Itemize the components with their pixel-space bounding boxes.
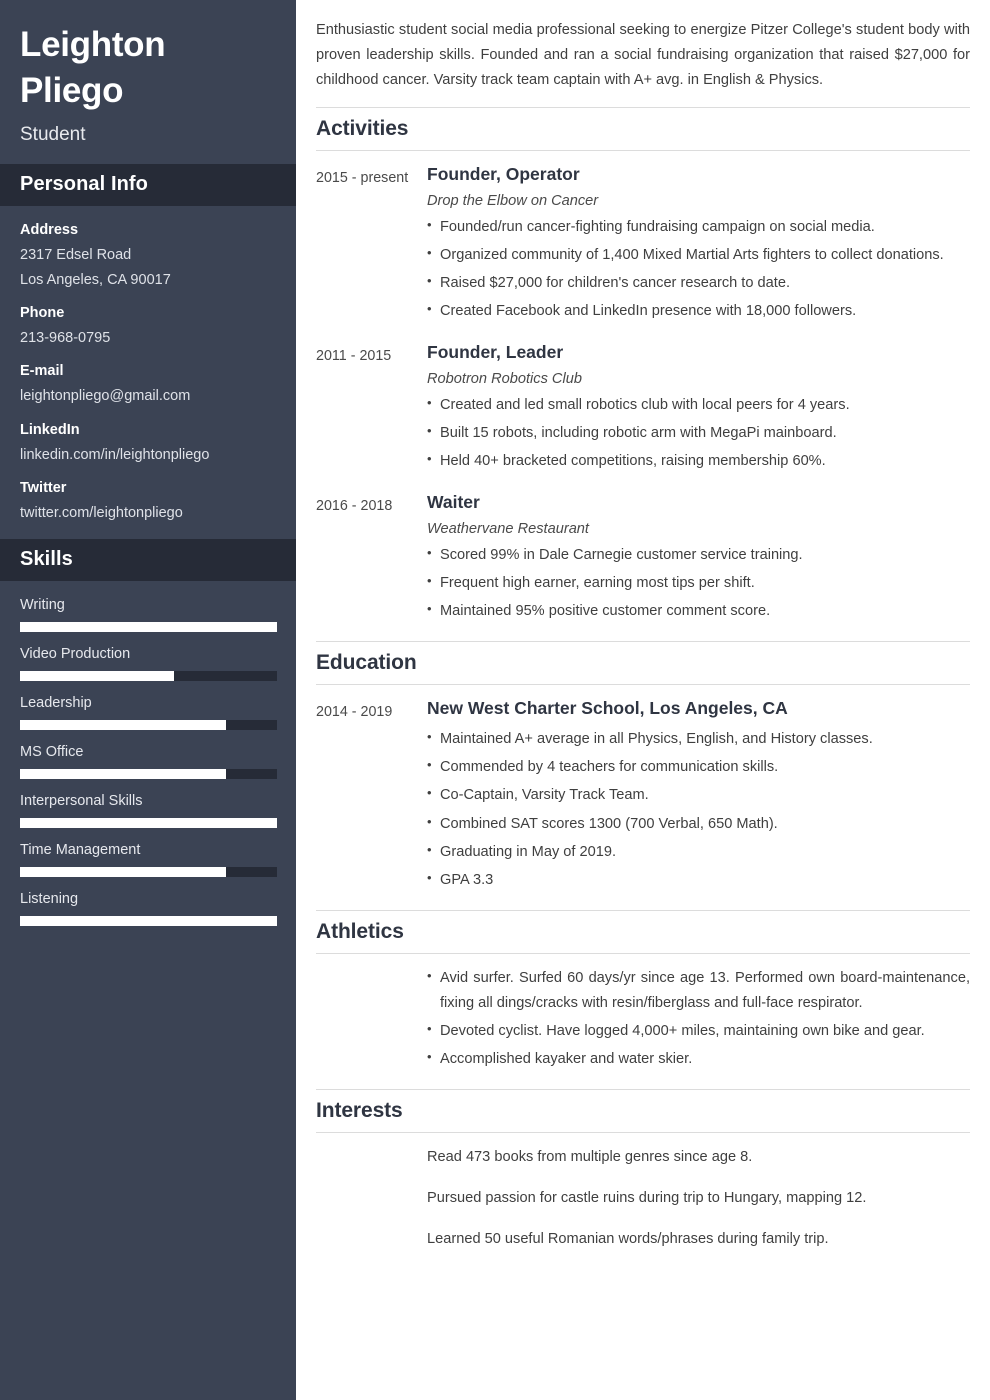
bullet-item: • Frequent high earner, earning most tips per shift.	[427, 571, 970, 596]
bullet-item: • Graduating in May of 2019.	[427, 840, 970, 865]
skill-level-bar	[20, 720, 277, 730]
bullet-item: • Maintained 95% positive customer comment score.	[427, 599, 970, 624]
section-header	[316, 107, 970, 151]
bullet-item: • Built 15 robots, including robotic arm with MegaPi mainboard.	[427, 421, 970, 446]
personal-info-heading: Personal Info	[20, 173, 148, 196]
skill-label: Interpersonal Skills	[20, 792, 143, 809]
section-title: Interests	[316, 1099, 403, 1123]
entry-body	[427, 163, 970, 327]
resume-section	[316, 910, 970, 1075]
personal-info-label: E-mail	[20, 363, 64, 380]
skill-label: MS Office	[20, 743, 84, 760]
resume-section	[316, 107, 970, 627]
resume-entry	[316, 1145, 970, 1252]
personal-info-label: Phone	[20, 305, 65, 322]
personal-info-label: Address	[20, 222, 79, 239]
entry-date-range: 2016 - 2018	[316, 498, 393, 515]
sidebar-header	[0, 0, 296, 164]
skill-level-bar	[20, 622, 277, 632]
personal-info-label: Twitter	[20, 480, 67, 497]
personal-info-item	[20, 422, 276, 467]
resume-section	[316, 641, 970, 895]
skill-item	[20, 646, 276, 681]
personal-info-item	[20, 480, 276, 525]
entry-organization: Robotron Robotics Club	[427, 371, 582, 388]
entry-date-range	[316, 966, 427, 969]
bullet-item: • Devoted cyclist. Have logged 4,000+ miles, maintaining own bike and gear.	[427, 1019, 970, 1044]
resume-entry	[316, 491, 970, 627]
skill-level-bar	[20, 867, 277, 877]
entry-date-range: 2011 - 2015	[316, 348, 392, 365]
bullet-item: • Organized community of 1,400 Mixed Martial Arts fighters to collect donations.	[427, 243, 970, 268]
resume-section	[316, 1089, 970, 1252]
section-header	[316, 910, 970, 954]
skill-item	[20, 891, 276, 926]
bullet-item: • Accomplished kayaker and water skier.	[427, 1047, 970, 1072]
interest-item: Pursued passion for castle ruins during trip to Hungary, mapping 12.	[427, 1190, 867, 1207]
skill-label: Writing	[20, 596, 65, 613]
personal-info-item	[20, 305, 276, 350]
skill-level-fill	[20, 622, 277, 632]
personal-info-section-header	[0, 164, 296, 206]
skill-item	[20, 597, 276, 632]
bullet-item: • Created Facebook and LinkedIn presence with 18,000 followers.	[427, 299, 970, 324]
entry-role-title: Founder, Leader	[427, 342, 564, 363]
entry-body	[427, 1145, 970, 1252]
personal-info-value[interactable]: 2317 Edsel Road Los Angeles, CA 90017	[20, 247, 171, 288]
candidate-job-title: Student	[20, 124, 86, 146]
skill-level-bar	[20, 671, 277, 681]
skill-item	[20, 744, 276, 779]
section-title: Activities	[316, 117, 409, 141]
entry-date-range: 2014 - 2019	[316, 704, 393, 721]
bullet-item: • Founded/run cancer-fighting fundraising campaign on social media.	[427, 215, 970, 240]
bullet-item: • Maintained A+ average in all Physics, English, and History classes.	[427, 727, 970, 752]
personal-info-value[interactable]: leightonpliego@gmail.com	[20, 388, 191, 405]
entry-bullet-list	[427, 215, 970, 324]
resume-entry	[316, 966, 970, 1075]
personal-info-list	[0, 206, 296, 525]
skill-level-fill	[20, 916, 277, 926]
skill-label: Time Management	[20, 841, 141, 858]
skill-label: Listening	[20, 890, 79, 907]
personal-info-value[interactable]: 213-968-0795	[20, 330, 111, 347]
skill-level-fill	[20, 769, 226, 779]
skill-level-fill	[20, 867, 226, 877]
skill-level-fill	[20, 720, 226, 730]
skill-level-bar	[20, 769, 277, 779]
entry-body	[427, 341, 970, 477]
personal-info-value[interactable]: linkedin.com/in/leightonpliego	[20, 446, 210, 463]
personal-info-value[interactable]: twitter.com/leightonpliego	[20, 505, 183, 522]
sections-container	[316, 107, 970, 1252]
bullet-item: • Commended by 4 teachers for communication skills.	[427, 755, 970, 780]
personal-info-label: LinkedIn	[20, 421, 80, 438]
entry-body	[427, 491, 970, 627]
skills-section-header	[0, 539, 296, 581]
skill-item	[20, 695, 276, 730]
section-header	[316, 1089, 970, 1133]
entry-body	[427, 966, 970, 1075]
skill-level-fill	[20, 671, 174, 681]
bullet-item: • Avid surfer. Surfed 60 days/yr since age 13. Performed own board-maintenance, fixing all dings/cracks with resin/fiberglass and full-face respirator.	[427, 966, 970, 1016]
entry-role-title: Founder, Operator	[427, 164, 580, 185]
entry-organization: Weathervane Restaurant	[427, 521, 589, 538]
entry-role-title: New West Charter School, Los Angeles, CA	[427, 698, 788, 719]
personal-info-item	[20, 363, 276, 408]
skill-label: Leadership	[20, 694, 92, 711]
main-column	[296, 0, 990, 1400]
entry-date-range: 2015 - present	[316, 170, 409, 187]
resume-entry	[316, 163, 970, 327]
skills-list	[0, 581, 296, 926]
resume-entry	[316, 697, 970, 895]
bullet-item: • Scored 99% in Dale Carnegie customer service training.	[427, 543, 970, 568]
entry-bullet-list	[427, 966, 970, 1072]
entry-role-title: Waiter	[427, 492, 480, 513]
personal-info-item	[20, 222, 276, 292]
skill-level-fill	[20, 818, 277, 828]
bullet-item: • Co-Captain, Varsity Track Team.	[427, 783, 970, 808]
entry-organization: Drop the Elbow on Cancer	[427, 193, 599, 210]
bullet-item: • GPA 3.3	[427, 868, 970, 893]
bullet-item: • Created and led small robotics club with local peers for 4 years.	[427, 393, 970, 418]
skill-level-bar	[20, 916, 277, 926]
interest-item: Read 473 books from multiple genres since age 8.	[427, 1149, 753, 1166]
interests-list	[427, 1145, 970, 1252]
skill-item	[20, 793, 276, 828]
section-title: Athletics	[316, 919, 404, 943]
skill-level-bar	[20, 818, 277, 828]
entry-bullet-list	[427, 393, 970, 474]
section-title: Education	[316, 651, 417, 675]
bullet-item: • Held 40+ bracketed competitions, raising membership 60%.	[427, 449, 970, 474]
candidate-name: Leighton Pliego	[20, 25, 166, 111]
sidebar	[0, 0, 296, 1400]
entry-body	[427, 697, 970, 895]
entry-date-range	[316, 1145, 427, 1148]
entry-bullet-list	[427, 727, 970, 893]
resume-entry	[316, 341, 970, 477]
skill-label: Video Production	[20, 645, 131, 662]
interest-item: Learned 50 useful Romanian words/phrases during family trip.	[427, 1231, 829, 1248]
bullet-item: • Raised $27,000 for children's cancer research to date.	[427, 271, 970, 296]
professional-summary: Enthusiastic student social media professional seeking to energize Pitzer College's student body with proven leadership skills. Founded and ran a social fundraising organization that raised $27,000 for childhood cancer. Varsity track team captain with A+ avg. in English & Physics.	[316, 22, 970, 89]
section-header	[316, 641, 970, 685]
skills-heading: Skills	[20, 547, 73, 570]
skill-item	[20, 842, 276, 877]
entry-bullet-list	[427, 543, 970, 624]
bullet-item: • Combined SAT scores 1300 (700 Verbal, 650 Math).	[427, 812, 970, 837]
